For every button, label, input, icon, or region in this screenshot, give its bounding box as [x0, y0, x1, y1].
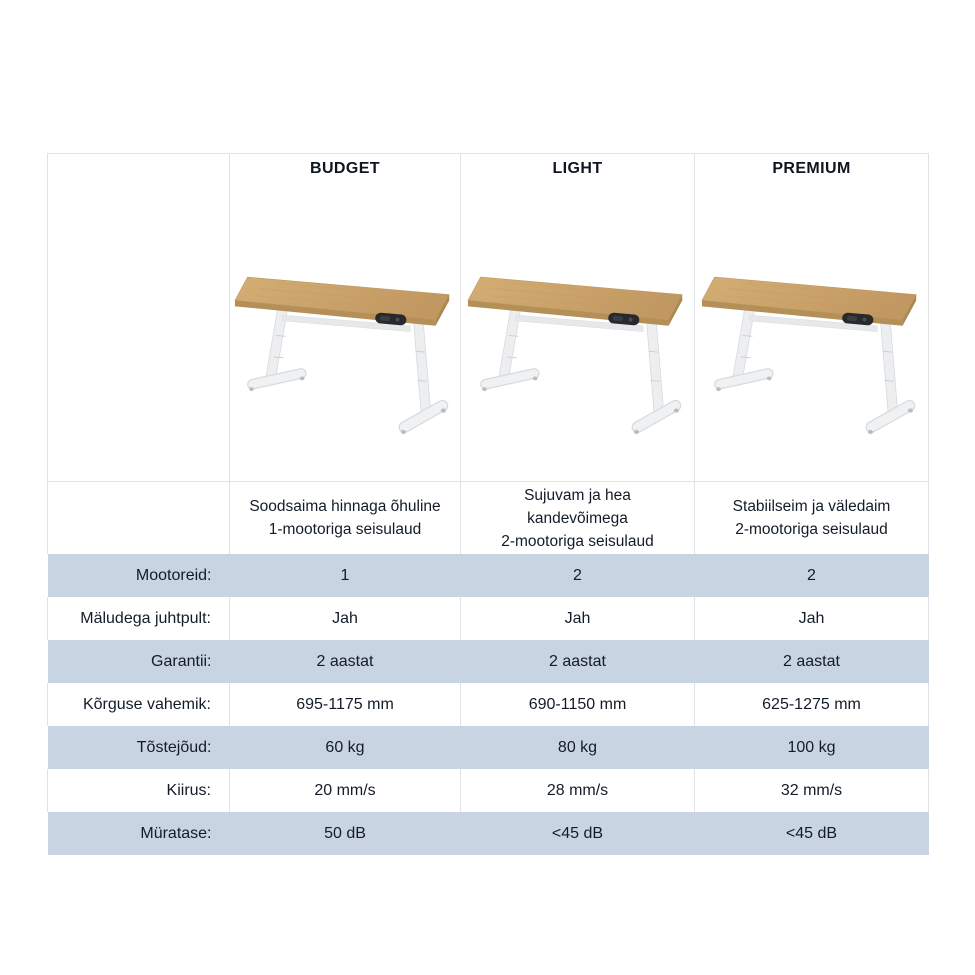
spec-value: <45 dB	[551, 824, 604, 842]
description-row	[48, 482, 929, 555]
spec-value-cell	[230, 597, 461, 640]
spec-value-cell	[695, 554, 929, 597]
spec-label-cell	[48, 683, 230, 726]
spec-row-speed	[48, 769, 929, 812]
spec-label-cell	[48, 769, 230, 812]
spec-label: Mootoreid:	[135, 566, 212, 584]
spec-row-motors	[48, 554, 929, 597]
spec-row-lifting-capacity	[48, 726, 929, 769]
spec-label-cell	[48, 640, 230, 683]
spec-value-cell	[230, 683, 461, 726]
desk-product-image-premium	[699, 263, 925, 449]
spec-value-cell	[230, 726, 461, 769]
spec-value: 80 kg	[557, 738, 598, 756]
spec-value-cell	[461, 597, 695, 640]
description-line: kandevõimega	[527, 509, 628, 527]
spec-value: 2 aastat	[316, 652, 374, 670]
spec-value-cell	[695, 640, 929, 683]
spec-value-cell	[461, 640, 695, 683]
spec-value: Jah	[332, 609, 358, 627]
spec-value-cell	[461, 554, 695, 597]
spec-label-cell	[48, 726, 230, 769]
description-line: Stabiilseim ja väledaim	[732, 498, 891, 515]
spec-row-warranty	[48, 640, 929, 683]
spec-value-cell	[695, 683, 929, 726]
empty-label-cell	[48, 482, 230, 555]
column-header-premium: PREMIUM	[772, 160, 851, 177]
column-header-light: LIGHT	[552, 160, 603, 177]
description-cell-light	[461, 482, 695, 555]
spec-value: 695-1175 mm	[296, 695, 394, 713]
spec-row-height-range	[48, 683, 929, 726]
spec-value: Jah	[564, 609, 591, 627]
spec-value: Jah	[798, 609, 825, 627]
spec-label-cell	[48, 554, 230, 597]
column-header-budget: BUDGET	[310, 160, 380, 177]
desk-product-image-light	[465, 263, 691, 449]
spec-value-cell	[461, 812, 695, 855]
spec-row-memory-control	[48, 597, 929, 640]
spec-label: Kiirus:	[166, 781, 211, 799]
spec-value: 2 aastat	[549, 652, 606, 670]
spec-label: Kõrguse vahemik:	[82, 695, 211, 713]
spec-value: 1	[340, 566, 350, 584]
description-line: 1-mootoriga seisulaud	[268, 521, 422, 538]
desk-product-image-budget	[232, 263, 458, 449]
spec-row-noise-level	[48, 812, 929, 855]
description-line: 2-mootoriga seisulaud	[735, 521, 888, 538]
spec-value-cell	[695, 812, 929, 855]
product-cell-premium	[695, 154, 929, 482]
spec-label: Garantii:	[151, 652, 212, 670]
spec-value: 100 kg	[787, 738, 836, 756]
spec-value: 28 mm/s	[546, 781, 609, 799]
spec-value-cell	[230, 769, 461, 812]
spec-value-cell	[230, 554, 461, 597]
spec-value-cell	[230, 640, 461, 683]
spec-label-cell	[48, 597, 230, 640]
product-cell-budget	[230, 154, 461, 482]
spec-value: 2	[807, 566, 816, 584]
spec-value-cell	[461, 683, 695, 726]
spec-label-cell	[48, 812, 230, 855]
description-line: Soodsaima hinnaga õhuline	[249, 498, 441, 515]
spec-value-cell	[230, 812, 461, 855]
spec-value-cell	[695, 726, 929, 769]
spec-value: 60 kg	[325, 738, 365, 756]
spec-value-cell	[695, 769, 929, 812]
spec-value: 20 mm/s	[314, 781, 376, 799]
spec-value-cell	[461, 769, 695, 812]
spec-value: 2	[573, 566, 582, 584]
desk-comparison-table	[47, 153, 929, 855]
empty-corner-cell	[48, 154, 230, 482]
spec-value: 690-1150 mm	[528, 695, 627, 713]
spec-value: 32 mm/s	[780, 781, 843, 799]
description-cell-budget	[230, 482, 461, 555]
spec-value-cell	[695, 597, 929, 640]
product-cell-light	[461, 154, 695, 482]
description-line: Sujuvam ja hea	[524, 486, 631, 504]
description-cell-premium	[695, 482, 929, 555]
spec-value: <45 dB	[785, 824, 838, 842]
spec-value: 625-1275 mm	[762, 695, 861, 713]
spec-label: Tõstejõud:	[136, 738, 212, 756]
product-row	[48, 154, 929, 482]
spec-value: 50 dB	[324, 824, 366, 842]
description-line: 2-mootoriga seisulaud	[501, 532, 654, 550]
spec-value: 2 aastat	[783, 652, 840, 670]
spec-label: Mäludega juhtpult:	[80, 609, 211, 627]
spec-value-cell	[461, 726, 695, 769]
spec-label: Müratase:	[140, 824, 212, 842]
